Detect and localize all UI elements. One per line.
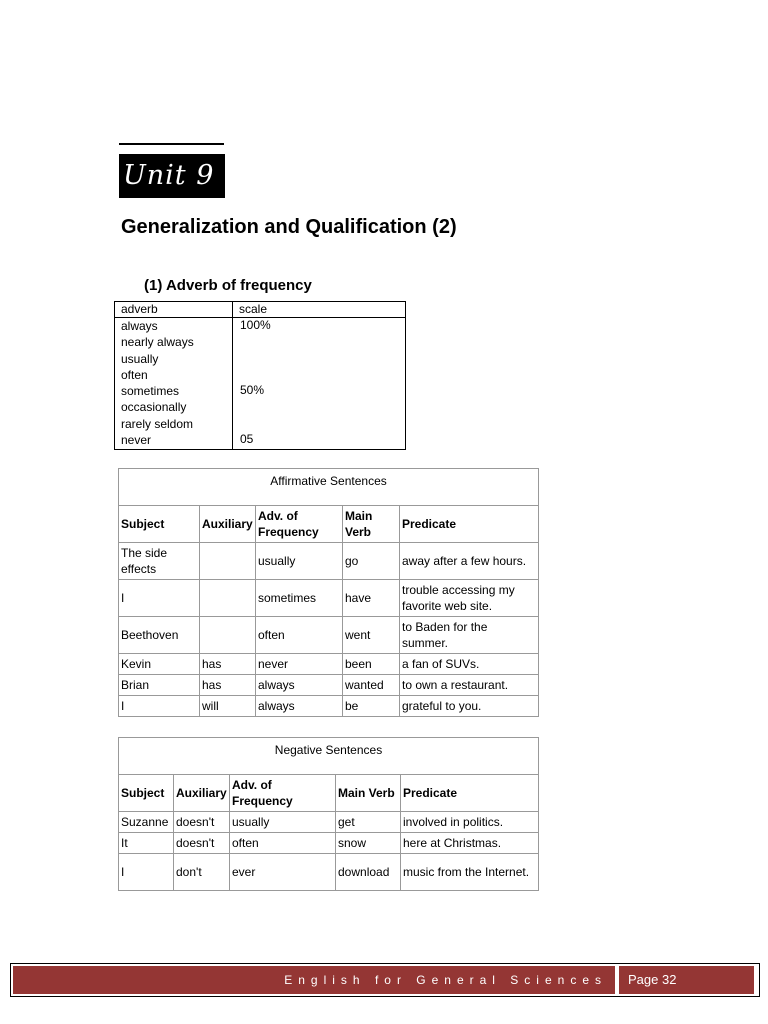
cell-predicate: to Baden for the summer.	[400, 617, 539, 654]
header-main-verb: Main Verb	[336, 775, 401, 812]
table-row	[119, 543, 539, 580]
cell-verb: go	[343, 543, 400, 580]
adverb-item: often	[121, 367, 148, 382]
top-rule	[119, 143, 224, 145]
table-row	[119, 833, 539, 854]
cell-subject: I	[119, 854, 174, 891]
adverb-item: always	[121, 319, 158, 333]
cell-subject: It	[119, 833, 174, 854]
cell-adverb: ever	[230, 854, 336, 891]
scale-mark-50: 50%	[240, 383, 265, 398]
cell-adverb: always	[256, 696, 343, 717]
cell-auxiliary	[200, 580, 256, 617]
table-header-row	[119, 775, 539, 812]
header-subject: Subject	[119, 506, 200, 543]
cell-subject: Beethoven	[119, 617, 200, 654]
header-adverb: adverb	[115, 302, 233, 318]
cell-verb: be	[343, 696, 400, 717]
cell-verb: snow	[336, 833, 401, 854]
table-caption: Negative Sentences	[119, 738, 539, 775]
negative-sentences-table	[118, 737, 539, 891]
header-predicate: Predicate	[401, 775, 539, 812]
header-adverb-frequency: Adv. of Frequency	[230, 775, 336, 812]
table-row	[119, 812, 539, 833]
cell-predicate: music from the Internet.	[401, 854, 539, 891]
cell-auxiliary	[200, 543, 256, 580]
table-caption: Affirmative Sentences	[119, 469, 539, 506]
cell-verb: download	[336, 854, 401, 891]
cell-adverb: always	[256, 675, 343, 696]
header-adverb-frequency: Adv. of Frequency	[256, 506, 343, 543]
adverb-item: rarely seldom	[121, 416, 194, 431]
cell-auxiliary: doesn't	[174, 812, 230, 833]
header-auxiliary: Auxiliary	[200, 506, 256, 543]
adverb-item: sometimes	[121, 384, 180, 399]
table-header-row	[119, 506, 539, 543]
section-number: (1)	[144, 277, 163, 294]
cell-predicate: a fan of SUVs.	[400, 654, 539, 675]
adverb-item: usually	[121, 351, 159, 366]
cell-predicate: involved in politics.	[401, 812, 539, 833]
cell-adverb: often	[230, 833, 336, 854]
cell-adverb: usually	[256, 543, 343, 580]
header-auxiliary: Auxiliary	[174, 775, 230, 812]
adverb-table-body	[115, 318, 406, 450]
cell-predicate: grateful to you.	[400, 696, 539, 717]
cell-predicate: away after a few hours.	[400, 543, 539, 580]
page-title: Generalization and Qualification (2)	[121, 216, 457, 238]
cell-adverb: often	[256, 617, 343, 654]
cell-adverb: never	[256, 654, 343, 675]
cell-predicate: here at Christmas.	[401, 833, 539, 854]
table-row	[119, 580, 539, 617]
adverb-frequency-table	[114, 301, 406, 450]
footer-course-title: English for General Sciences	[13, 966, 615, 994]
table-row	[119, 654, 539, 675]
scale-column	[233, 318, 406, 450]
cell-predicate: to own a restaurant.	[400, 675, 539, 696]
table-row	[119, 675, 539, 696]
cell-auxiliary: doesn't	[174, 833, 230, 854]
cell-auxiliary: don't	[174, 854, 230, 891]
cell-subject: I	[119, 696, 200, 717]
affirmative-sentences-table	[118, 468, 539, 717]
cell-adverb: usually	[230, 812, 336, 833]
cell-subject: Suzanne	[119, 812, 174, 833]
adverb-item: never	[121, 433, 152, 448]
footer-page-number: Page 32	[619, 966, 754, 994]
table-row	[119, 854, 539, 891]
cell-auxiliary: has	[200, 654, 256, 675]
cell-verb: get	[336, 812, 401, 833]
adverb-table-header	[115, 302, 406, 318]
cell-verb: wanted	[343, 675, 400, 696]
cell-auxiliary: will	[200, 696, 256, 717]
cell-auxiliary: has	[200, 675, 256, 696]
header-subject: Subject	[119, 775, 174, 812]
section-heading	[144, 277, 312, 294]
section-label: Adverb of frequency	[165, 277, 312, 294]
header-scale: scale	[233, 302, 406, 318]
cell-subject: I	[119, 580, 200, 617]
unit-label: Unit 9	[119, 154, 225, 198]
table-row	[119, 617, 539, 654]
cell-verb: been	[343, 654, 400, 675]
cell-subject: The side effects	[119, 543, 200, 580]
cell-verb: went	[343, 617, 400, 654]
cell-auxiliary	[200, 617, 256, 654]
header-predicate: Predicate	[400, 506, 539, 543]
table-row	[119, 696, 539, 717]
adverb-item: occasionally	[121, 400, 187, 415]
scale-mark-100: 100%	[240, 318, 271, 332]
cell-adverb: sometimes	[256, 580, 343, 617]
cell-subject: Brian	[119, 675, 200, 696]
cell-predicate: trouble accessing my favorite web site.	[400, 580, 539, 617]
adverb-list	[115, 318, 233, 450]
cell-subject: Kevin	[119, 654, 200, 675]
adverb-item: nearly always	[121, 335, 194, 350]
scale-mark-0: 05	[240, 432, 254, 447]
header-main-verb: Main Verb	[343, 506, 400, 543]
cell-verb: have	[343, 580, 400, 617]
